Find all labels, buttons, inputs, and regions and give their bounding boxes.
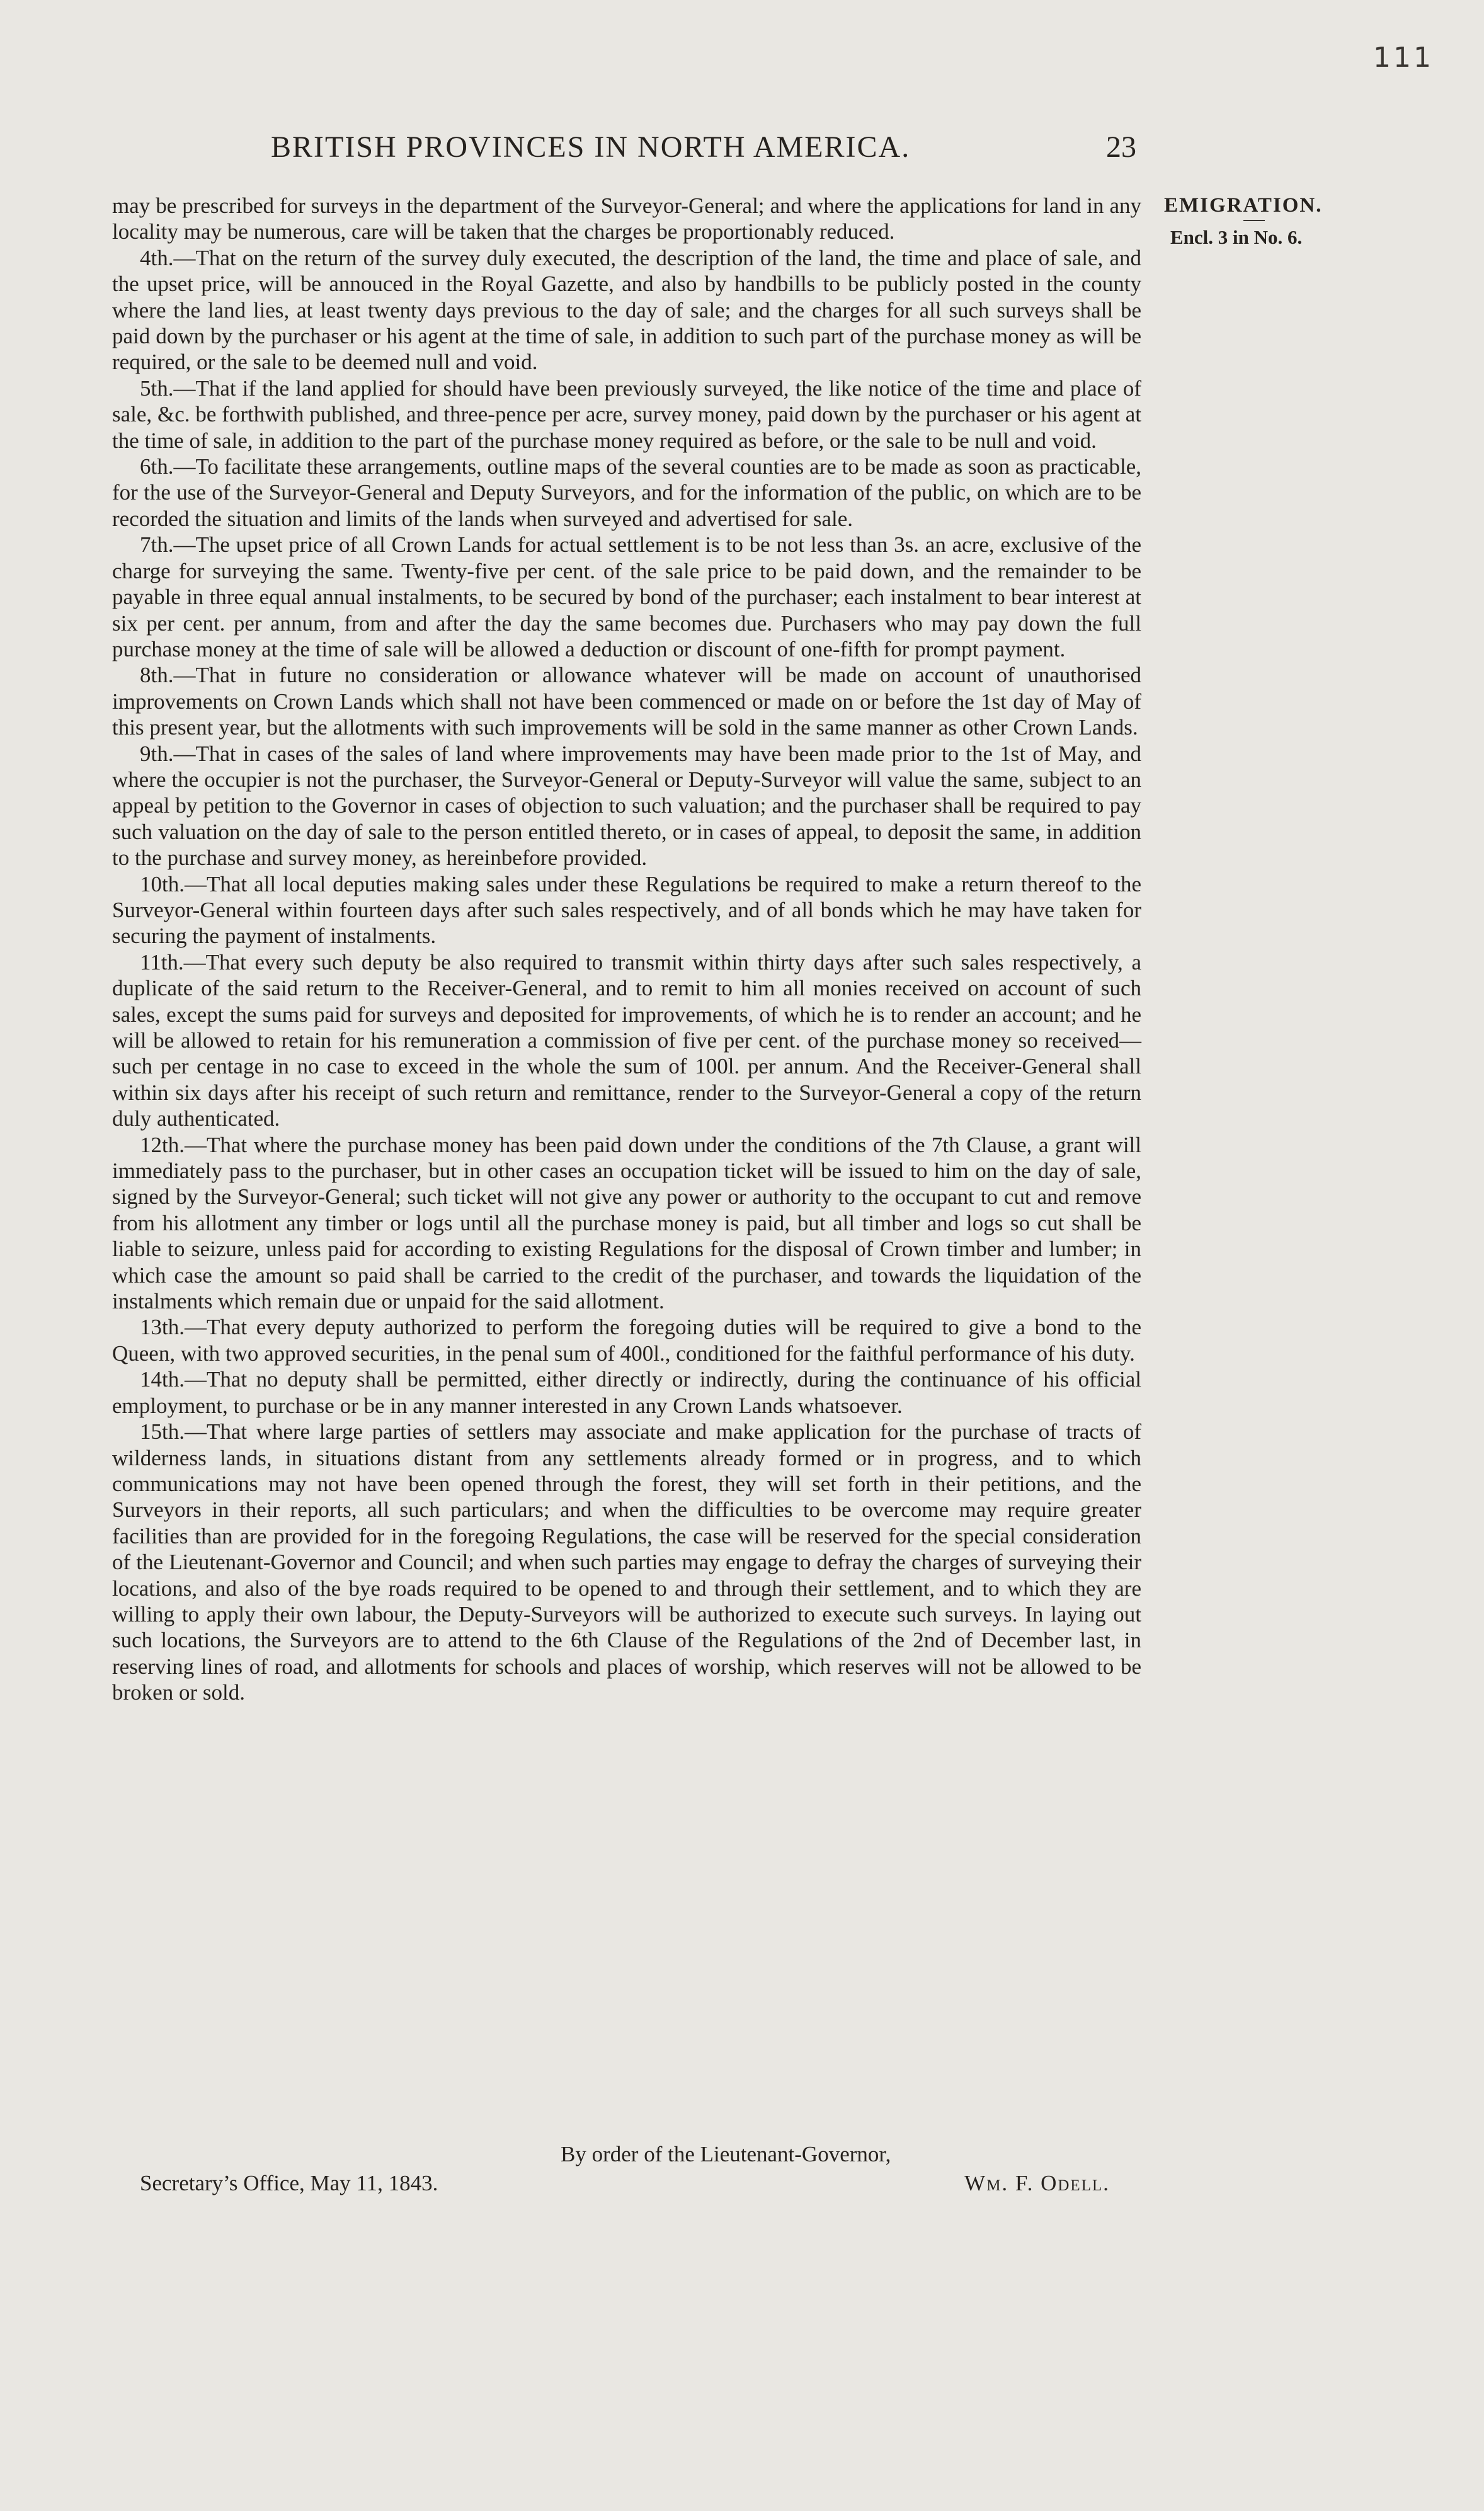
paragraph-14th: 14th.—That no deputy shall be permitted, either directly or indirectly, during the continuance of his official employment, to purchase or be in any manner interested in any Crown Lands whatsoever. xyxy=(112,1367,1141,1418)
signature: Wm. F. Odell. xyxy=(964,2171,1110,2195)
paragraph-5th: 5th.—That if the land applied for should have been previously surveyed, the like notice of the time and place of sale, &c. be forthwith published, and three-pence per acre, survey money, paid down by the purchaser or his agent at the time of sale, in addition to the part of the purchase money required as before, or the sale to be null and void. xyxy=(112,375,1141,453)
paragraph-11th: 11th.—That every such deputy be also required to transmit within thirty days after such sales respectively, a duplicate of the said return to the Receiver-General, and to remit to him all monies received on account of such sales, except the sums paid for surveys and deposited for improvements, of which he is to render an account; and he will be allowed to retain for his remuneration a commission of five per cent. of the purchase money so received—such per centage in no case to exceed in the whole the sum of 100l. per annum. And the Receiver-General shall within six days after his receipt of such return and remittance, render to the Surveyor-General a copy of the return duly authenticated. xyxy=(112,949,1141,1131)
body-text xyxy=(112,193,1141,1706)
margin-rule xyxy=(1243,220,1265,221)
page-number: 111 xyxy=(1373,42,1434,74)
paragraph-13th: 13th.—That every deputy authorized to perform the foregoing duties will be required to give a bond to the Queen, with two approved securities, in the penal sum of 400l., conditioned for the faithful performance of his duty. xyxy=(112,1315,1141,1366)
margin-note xyxy=(1164,194,1353,249)
running-head-title: BRITISH PROVINCES IN NORTH AMERICA. xyxy=(271,130,911,164)
paragraph-4th: 4th.—That on the return of the survey duly executed, the description of the land, the time and place of sale, and the upset price, will be annouced in the Royal Gazette, and also by handbills to be publicly posted in the county where the land lies, at least twenty days previous to the day of sale; and the charges for all such surveys shall be paid down by the purchaser or his agent at the time of sale, in addition to such part of the purchase money as will be required, or the sale to be deemed null and void. xyxy=(112,245,1141,375)
paragraph-15th: 15th.—That where large parties of settlers may associate and make application for the purchase of tracts of wilderness lands, in situations distant from any settlements already formed or in progress, and to which communications may not have been opened through the forest, they will set forth in their petitions, and the Surveyors in their reports, all such particulars; and when the difficulties to be overcome may require greater facilities than are provided for in the foregoing Regulations, the case will be reserved for the special consideration of the Lieutenant-Governor and Council; and when such parties may engage to defray the charges of surveying their locations, and also of the bye roads required to be opened to and through their settlement, and to which they are willing to apply their own labour, the Deputy-Surveyors will be authorized to execute such surveys. In laying out such locations, the Surveyors are to attend to the 6th Clause of the Regulations of the 2nd of December last, in reserving lines of road, and allotments for schools and places of worship, which reserves will not be allowed to be broken or sold. xyxy=(112,1419,1141,1705)
paragraph-10th: 10th.—That all local deputies making sales under these Regulations be required to make a return thereof to the Surveyor-General within fourteen days after such sales respectively, and of all bonds which he may have taken for securing the payment of instalments. xyxy=(112,871,1141,949)
paragraph-6th: 6th.—To facilitate these arrangements, outline maps of the several counties are to be made as soon as practicable, for the use of the Surveyor-General and Deputy Surveyors, and for the information of the public, on which are to be recorded the situation and limits of the lands when surveyed and advertised for sale. xyxy=(112,454,1141,531)
paragraph-9th: 9th.—That in cases of the sales of land where improvements may have been made prior to the 1st of May, and where the occupier is not the purchaser, the Surveyor-General or Deputy-Surveyor will value the same, subject to an appeal by petition to the Governor in cases of objection to such valuation; and the purchaser shall be required to pay such valuation on the day of sale to the person entitled thereto, or in cases of appeal, to deposit the same, in addition to the purchase and survey money, as hereinbefore provided. xyxy=(112,741,1141,871)
paragraph-7th: 7th.—The upset price of all Crown Lands for actual settlement is to be not less than 3s. an acre, exclusive of the charge for surveying the same. Twenty-five per cent. of the sale price to be paid down, and the remainder to be payable in three equal annual instalments, to be secured by bond of the purchaser; each instalment to bear interest at six per cent. per annum, from and after the day the same becomes due. Purchasers who may pay down the full purchase money at the time of sale will be allowed a deduction or discount of one-fifth for prompt payment. xyxy=(112,532,1141,661)
margin-title: EMIGRATION. xyxy=(1164,194,1323,217)
office-date: Secretary’s Office, May 11, 1843. xyxy=(140,2171,438,2195)
paragraph-continuation: may be prescribed for surveys in the department of the Surveyor-General; and where the applications for land in any locality may be numerous, care will be taken that the charges be proportionably reduced. xyxy=(112,193,1141,244)
margin-enclosure: Encl. 3 in No. 6. xyxy=(1170,226,1303,248)
paragraph-12th: 12th.—That where the purchase money has been paid down under the conditions of the 7th Clause, a grant will immediately pass to the purchaser, but in other cases an occupation ticket will be issued to him on the day of sale, signed by the Surveyor-General; such ticket will not give any power or authority to the occupant to cut and remove from his allotment any timber or logs until all the purchase money is paid, but all timber and logs so cut shall be liable to seizure, unless paid for according to existing Regulations for the disposal of Crown timber and lumber; in which case the amount so paid shall be carried to the credit of the purchaser, and towards the liquidation of the instalments which remain due or unpaid for the said allotment. xyxy=(112,1132,1141,1314)
paragraph-8th: 8th.—That in future no consideration or allowance whatever will be made on account of unauthorised improvements on Crown Lands which shall not have been commenced or made on or before the 1st day of May of this present year, but the allotments with such improvements will be sold in the same manner as other Crown Lands. xyxy=(112,663,1141,740)
signoff: By order of the Lieutenant-Governor, xyxy=(561,2142,891,2166)
running-head-page: 23 xyxy=(1106,130,1136,164)
